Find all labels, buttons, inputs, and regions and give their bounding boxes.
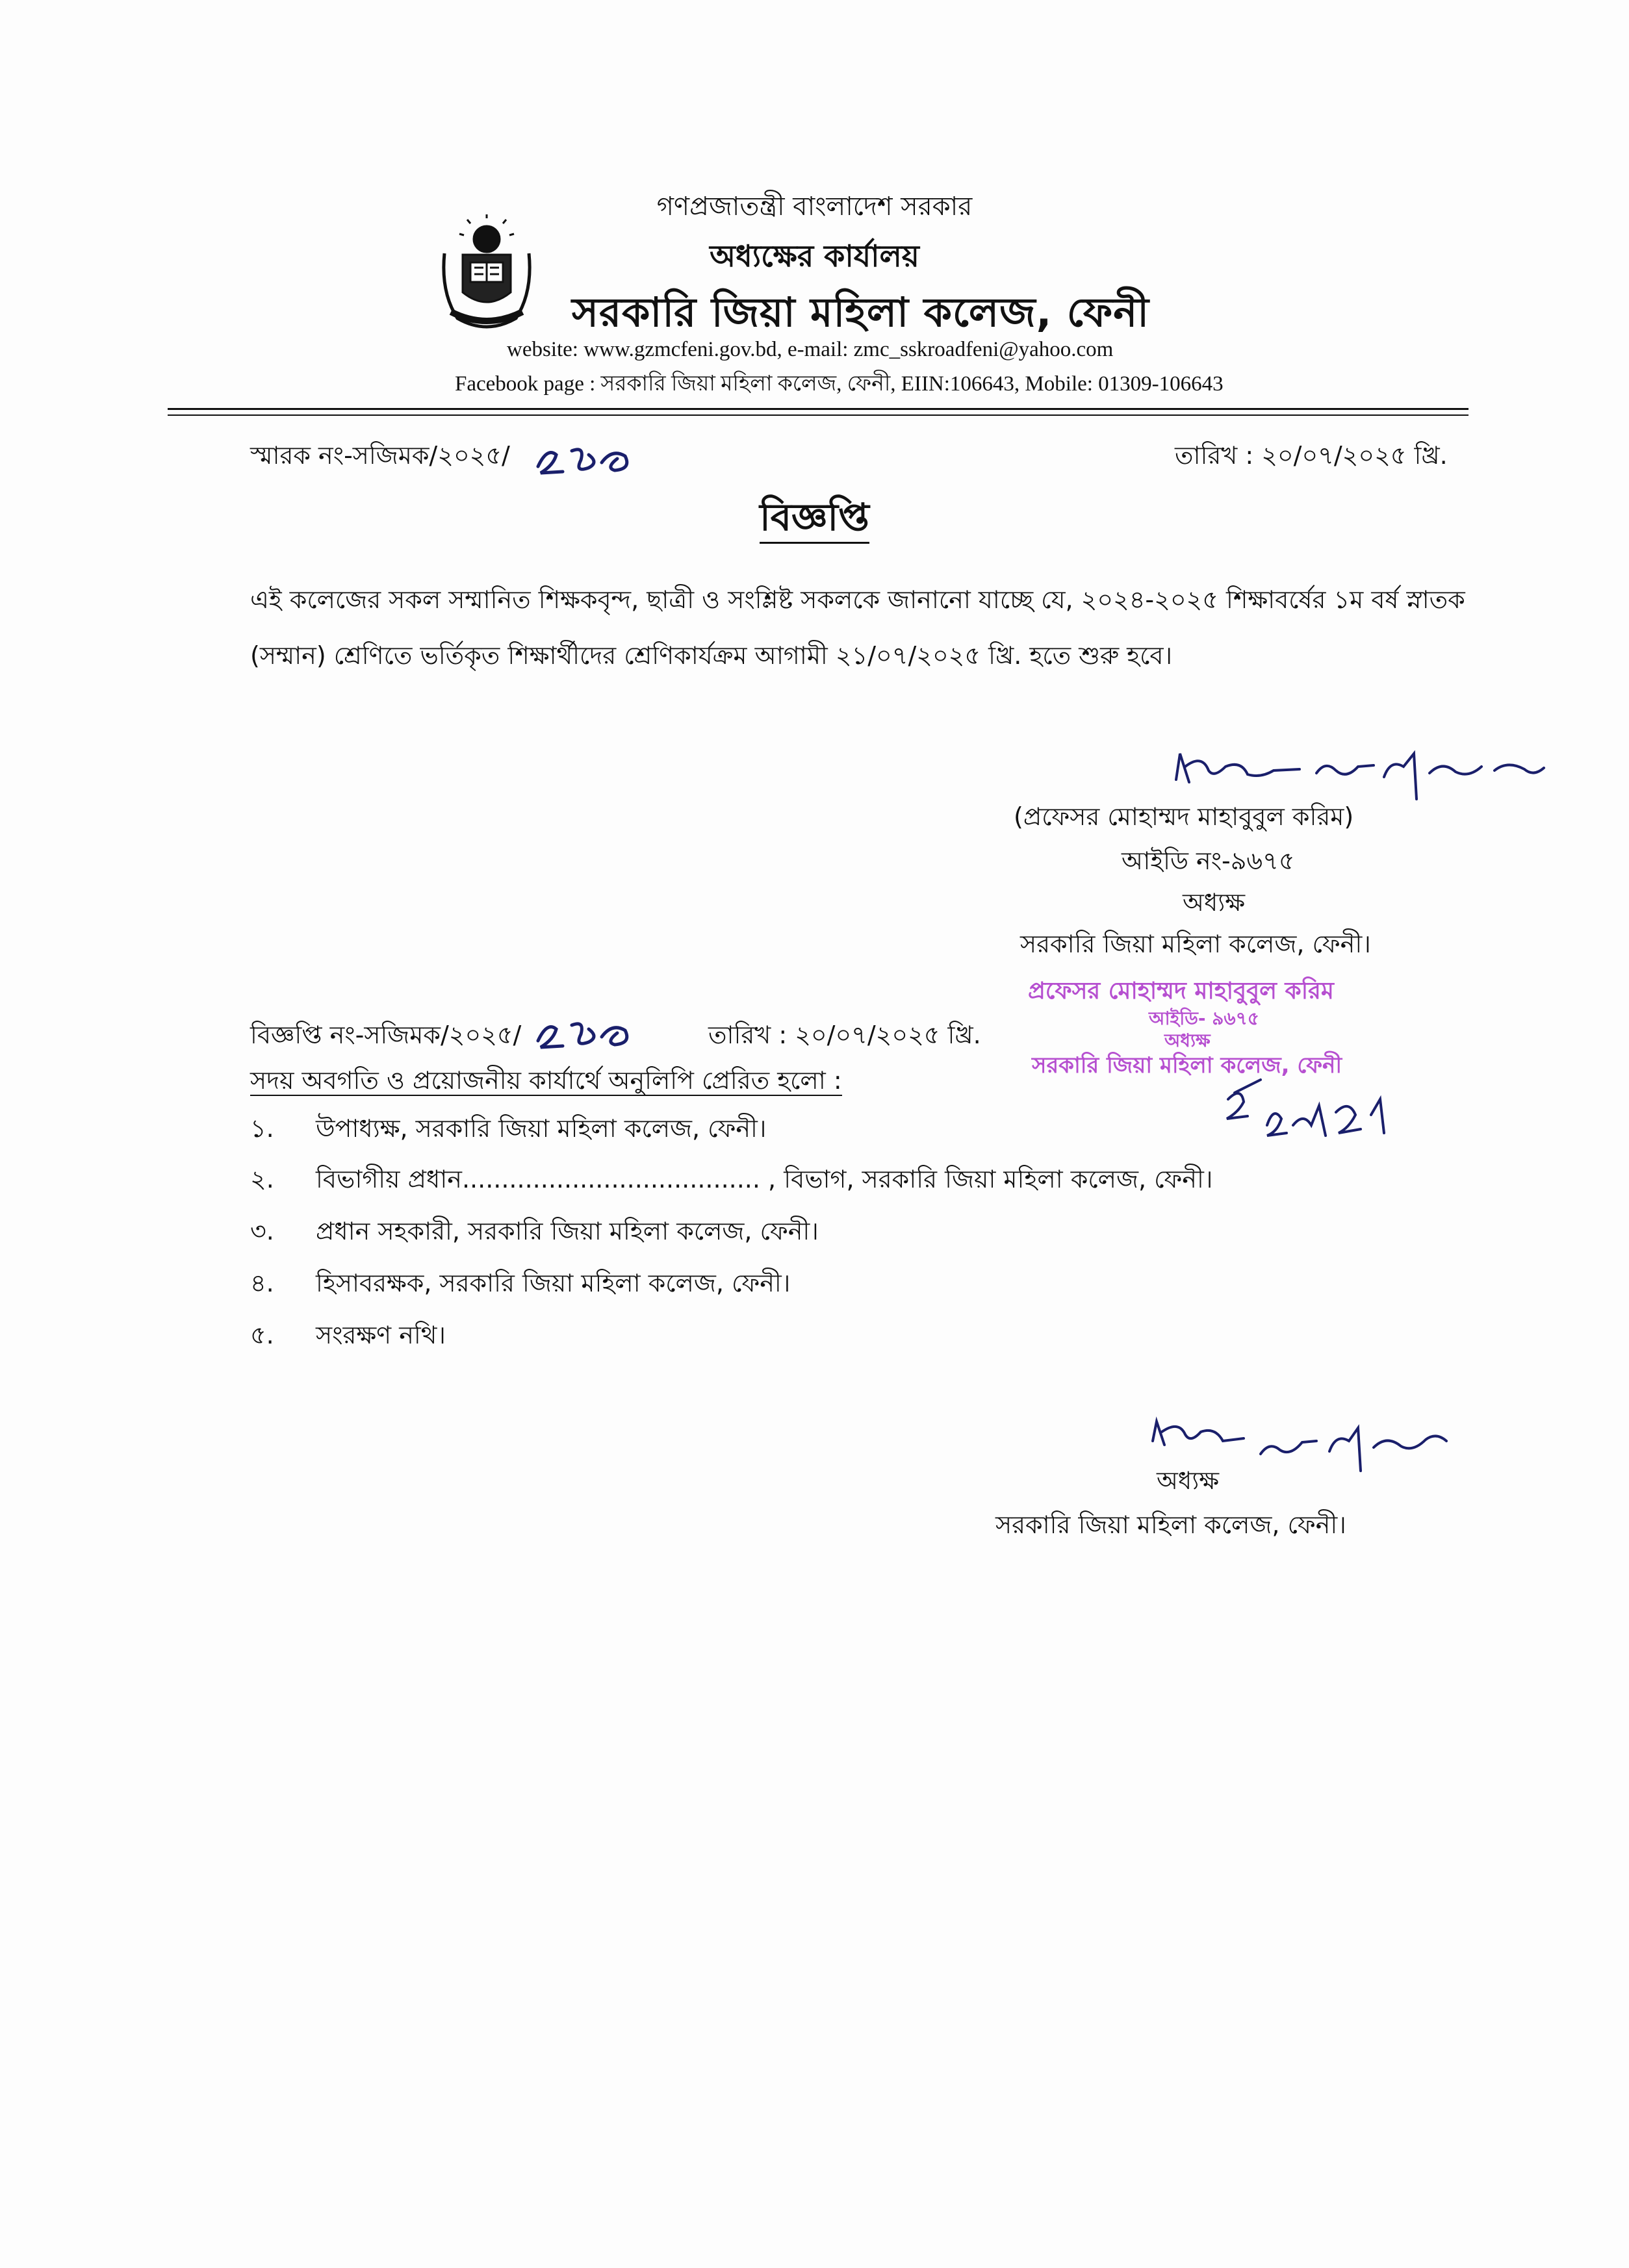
contact-website-email: website: www.gzmcfeni.gov.bd, e-mail: zmc_sskroadfeni@yahoo.com — [507, 338, 1114, 361]
distribution-heading: সদয় অবগতি ও প্রয়োজনীয় কার্যার্থে অনুলিপি প্রেরিত হলো : — [250, 1066, 842, 1095]
stamp-college: সরকারি জিয়া মহিলা কলেজ, ফেনী — [1032, 1052, 1342, 1078]
header-rule-secondary — [168, 414, 1469, 416]
distribution-item: প্রধান সহকারী, সরকারি জিয়া মহিলা কলেজ, ফেনী। — [316, 1217, 819, 1245]
footer-designation: অধ্যক্ষ — [1157, 1466, 1220, 1495]
distribution-item: হিসাবরক্ষক, সরকারি জিয়া মহিলা কলেজ, ফেনী। — [316, 1269, 791, 1297]
stamp-name: প্রফেসর মোহাম্মদ মাহাবুবুল করিম — [1028, 978, 1334, 1004]
stamp-id: আইডি- ৯৬৭৫ — [1149, 1008, 1259, 1029]
memo-date: তারিখ : ২০/০৭/২০২৫ খ্রি. — [1175, 441, 1448, 470]
signatory-designation: অধ্যক্ষ — [1183, 888, 1246, 917]
distribution-item-number: ৪. — [250, 1269, 274, 1297]
distribution-item: উপাধ্যক্ষ, সরকারি জিয়া মহিলা কলেজ, ফেনী। — [316, 1114, 767, 1143]
distribution-number — [250, 1016, 521, 1058]
stamp-designation: অধ্যক্ষ — [1164, 1030, 1211, 1051]
contact-facebook-eiin: Facebook page : সরকারি জিয়া মহিলা কলেজ, ফেনী, EIIN:106643, Mobile: 01309-106643 — [455, 372, 1224, 396]
college-name: সরকারি জিয়া মহিলা কলেজ, ফেনী — [572, 288, 1149, 336]
signatory-id: আইডি নং-৯৬৭৫ — [1122, 847, 1295, 875]
handwritten-distribution-number — [534, 1011, 638, 1056]
notice-body: এই কলেজের সকল সম্মানিত শিক্ষকবৃন্দ, ছাত্রী ও সংশ্লিষ্ট সকলকে জানানো যাচ্ছে যে, ২০২৪-২০২৫ শিক্ষাবর্ষের ১ম বর্ষ স্নাতক (সম্মান) শ্রেণিতে ভর্তিকৃত শিক্ষার্থীদের শ্রেণিকার্যক্রম আগামী ২১/০৭/২০২৫ খ্রি. হতে শুরু হবে। — [250, 585, 1465, 670]
distribution-number-prefix: বিজ্ঞপ্তি নং-সজিমক/২০২৫/ — [250, 1021, 522, 1049]
footer-college: সরকারি জিয়া মহিলা কলেজ, ফেনী। — [995, 1510, 1346, 1539]
distribution-item-number: ৫. — [250, 1321, 274, 1349]
handwritten-memo-number — [534, 437, 638, 482]
distribution-item: সংরক্ষণ নথি। — [316, 1321, 446, 1349]
distribution-item-number: ৩. — [250, 1217, 274, 1245]
handwritten-stamp-date — [1222, 1073, 1404, 1145]
distribution-item: বিভাগীয় প্রধান...................................... , বিভাগ, সরকারি জিয়া মহিলা কলেজ, ফেনী। — [316, 1165, 1213, 1193]
distribution-item-number: ১. — [250, 1114, 274, 1143]
notice-title: বিজ্ঞপ্তি — [0, 489, 1629, 552]
memo-number — [250, 437, 510, 478]
signatory-name: (প্রফেসর মোহাম্মদ মাহাবুবুল করিম) — [1014, 802, 1354, 831]
memo-number-prefix: স্মারক নং-সজিমক/২০২৫/ — [250, 441, 510, 470]
government-line: গণপ্রজাতন্ত্রী বাংলাদেশ সরকার — [656, 192, 973, 222]
header-rule — [168, 408, 1469, 410]
distribution-date: তারিখ : ২০/০৭/২০২৫ খ্রি. — [708, 1021, 981, 1049]
distribution-item-number: ২. — [250, 1165, 274, 1193]
signatory-college: সরকারি জিয়া মহিলা কলেজ, ফেনী। — [1020, 930, 1371, 958]
office-line: অধ্যক্ষের কার্যালয় — [710, 238, 919, 274]
